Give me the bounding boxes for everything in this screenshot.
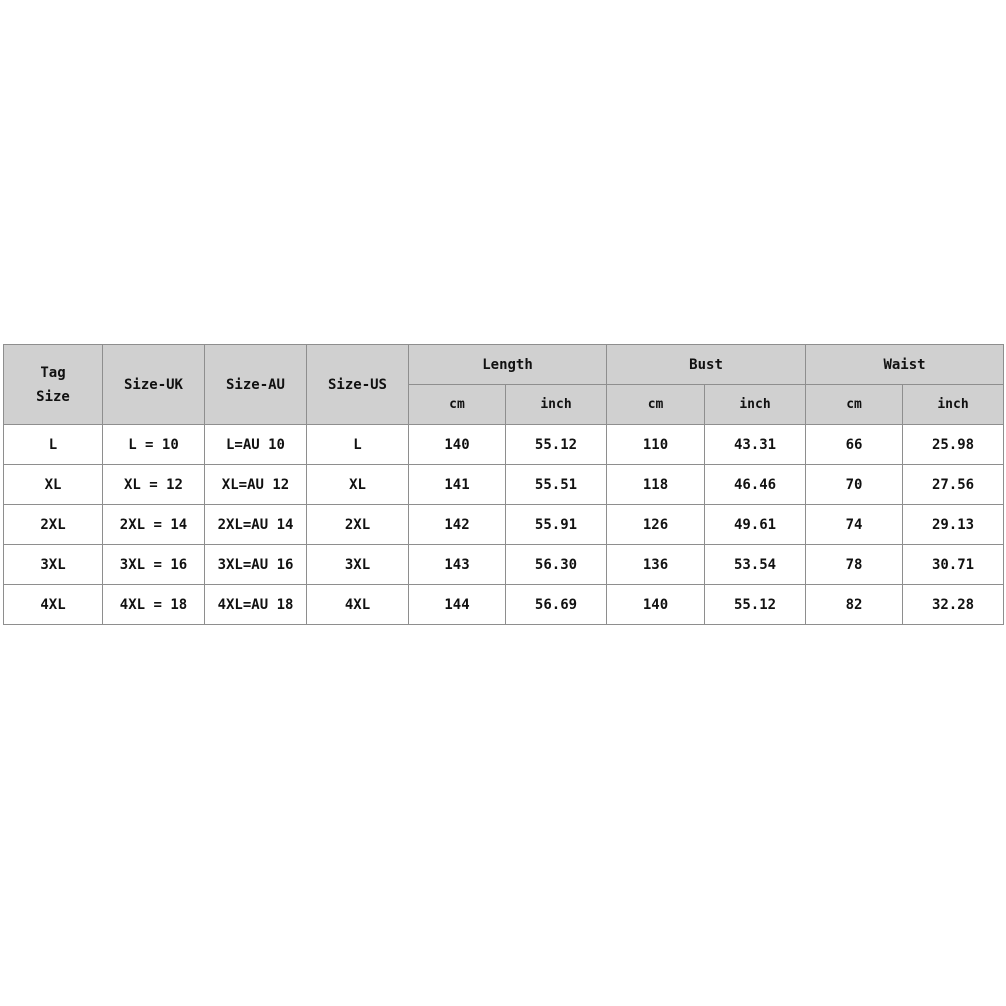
cell-bust-inch: 53.54 — [705, 545, 806, 585]
table-row — [4, 585, 1004, 625]
cell-length-inch: 55.51 — [506, 465, 607, 505]
table-row — [4, 465, 1004, 505]
cell-bust-cm: 140 — [607, 585, 705, 625]
cell-us: L — [307, 425, 409, 465]
cell-us: XL — [307, 465, 409, 505]
cell-length-inch: 55.91 — [506, 505, 607, 545]
cell-length-inch: 56.30 — [506, 545, 607, 585]
cell-length-inch: 56.69 — [506, 585, 607, 625]
cell-bust-inch: 43.31 — [705, 425, 806, 465]
cell-tag: XL — [4, 465, 103, 505]
cell-waist-cm: 74 — [806, 505, 903, 545]
cell-au: 3XL=AU 16 — [205, 545, 307, 585]
cell-au: 4XL=AU 18 — [205, 585, 307, 625]
cell-length-cm: 140 — [409, 425, 506, 465]
header-tag-size — [4, 345, 103, 425]
cell-length-inch: 55.12 — [506, 425, 607, 465]
cell-uk: L = 10 — [103, 425, 205, 465]
cell-waist-inch: 29.13 — [903, 505, 1004, 545]
table-row — [4, 505, 1004, 545]
header-waist-cm: cm — [806, 385, 903, 425]
cell-tag: L — [4, 425, 103, 465]
header-bust: Bust — [607, 345, 806, 385]
header-row-main — [4, 345, 1004, 385]
cell-uk: XL = 12 — [103, 465, 205, 505]
size-chart-table — [3, 344, 1004, 625]
cell-waist-inch: 30.71 — [903, 545, 1004, 585]
cell-tag: 2XL — [4, 505, 103, 545]
cell-length-cm: 143 — [409, 545, 506, 585]
header-length-cm: cm — [409, 385, 506, 425]
cell-waist-cm: 70 — [806, 465, 903, 505]
cell-bust-inch: 55.12 — [705, 585, 806, 625]
cell-au: XL=AU 12 — [205, 465, 307, 505]
cell-tag: 3XL — [4, 545, 103, 585]
cell-length-cm: 141 — [409, 465, 506, 505]
header-size-uk: Size-UK — [103, 345, 205, 425]
header-tag-size-line2: Size — [36, 388, 70, 405]
table-row — [4, 425, 1004, 465]
cell-uk: 3XL = 16 — [103, 545, 205, 585]
cell-bust-inch: 46.46 — [705, 465, 806, 505]
cell-us: 3XL — [307, 545, 409, 585]
cell-length-cm: 142 — [409, 505, 506, 545]
header-tag-size-line1: Tag — [40, 364, 66, 381]
cell-bust-cm: 110 — [607, 425, 705, 465]
header-length-inch: inch — [506, 385, 607, 425]
header-size-au: Size-AU — [205, 345, 307, 425]
header-bust-inch: inch — [705, 385, 806, 425]
header-size-us: Size-US — [307, 345, 409, 425]
cell-bust-cm: 136 — [607, 545, 705, 585]
cell-au: L=AU 10 — [205, 425, 307, 465]
cell-waist-inch: 27.56 — [903, 465, 1004, 505]
cell-au: 2XL=AU 14 — [205, 505, 307, 545]
cell-us: 4XL — [307, 585, 409, 625]
header-length: Length — [409, 345, 607, 385]
cell-waist-cm: 66 — [806, 425, 903, 465]
table-row — [4, 545, 1004, 585]
cell-bust-cm: 118 — [607, 465, 705, 505]
header-waist: Waist — [806, 345, 1004, 385]
cell-waist-cm: 82 — [806, 585, 903, 625]
header-waist-inch: inch — [903, 385, 1004, 425]
cell-bust-cm: 126 — [607, 505, 705, 545]
cell-tag: 4XL — [4, 585, 103, 625]
cell-waist-inch: 25.98 — [903, 425, 1004, 465]
cell-us: 2XL — [307, 505, 409, 545]
cell-waist-cm: 78 — [806, 545, 903, 585]
cell-waist-inch: 32.28 — [903, 585, 1004, 625]
cell-bust-inch: 49.61 — [705, 505, 806, 545]
header-bust-cm: cm — [607, 385, 705, 425]
cell-uk: 4XL = 18 — [103, 585, 205, 625]
cell-length-cm: 144 — [409, 585, 506, 625]
cell-uk: 2XL = 14 — [103, 505, 205, 545]
